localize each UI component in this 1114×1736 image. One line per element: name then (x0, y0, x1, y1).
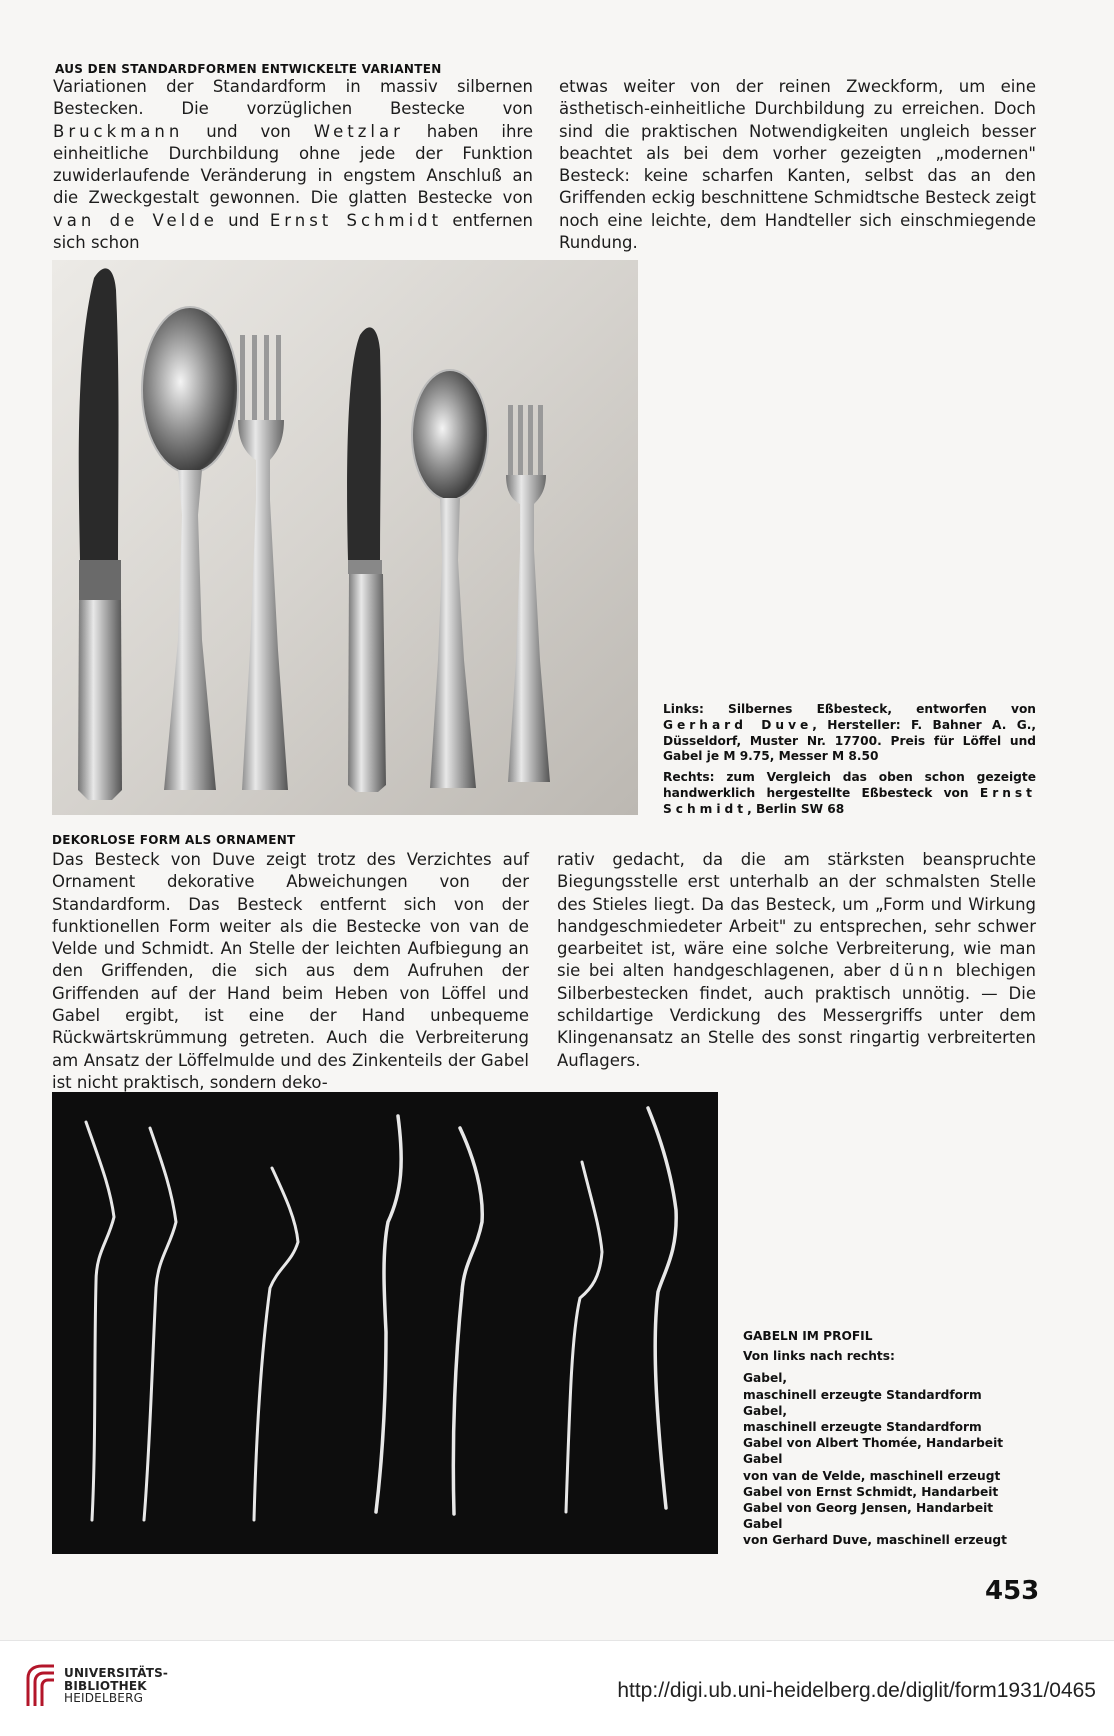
spaced-name: Ernst Schmidt (269, 210, 443, 230)
forks-caption-item: Gabel (743, 1517, 783, 1532)
footer-bar (0, 1640, 1114, 1736)
section2-left-column (52, 849, 529, 1094)
section1-left-column (53, 76, 533, 254)
forks-caption-item: von van de Velde, maschinell erzeugt (743, 1468, 1001, 1483)
section2-right-text: rativ gedacht, da die am stärksten beanspruchte Biegungsstelle erst unterhalb an der schmalsten Stelle des Stieles liegt. Da das Besteck, um „Form und Wirkung handgeschmiedeter Arbeit" zu entsprechen, sehr schwer gearbeitet ist, wäre eine solche Verbreiterung, wie man sie bei alten handgeschlagenen, aber dünn blechigen Silberbestecken findet, auch praktisch unnötig. — Die schildartige Verdickung des Messergriffs unter dem Klingenansatz an Stelle des sonst ringartig verbreiterten Auflagers. (557, 850, 1036, 1070)
photo-caption (663, 702, 1036, 818)
spaced-name: Ernst Schmidt (663, 785, 1036, 816)
schmidt-knife-bolster (348, 560, 382, 574)
library-name (64, 1667, 168, 1705)
schmidt-spoon-bowl (412, 370, 488, 500)
forks-caption-item: Gabel von Albert Thomée, Handarbeit (743, 1436, 1004, 1451)
spaced-name: Gerhard Duve (663, 717, 813, 732)
duve-knife-handle (78, 600, 122, 800)
forks-caption-item: von Gerhard Duve, maschinell erzeugt (743, 1533, 1007, 1548)
duve-spoon-bowl (142, 307, 238, 473)
spaced-name: Bruckmann (53, 121, 184, 141)
spaced-name: Wetzlar (313, 121, 404, 141)
forks-caption-item: Gabel von Georg Jensen, Handarbeit (743, 1501, 994, 1516)
section2-left-text: Das Besteck von Duve zeigt trotz des Verzichtes auf Ornament dekorative Abweichungen von der Standardform. Das Besteck entfernt sich von der funktionellen Form weiter als die Bestecke von van de Velde und Schmidt. An Stelle der leichten Aufbiegung an den Griffenden, die sich aus dem Aufruhen der Griffenden auf der Hand beim Heben von Löffel und Gabel ergibt, ist eine der Hand unbequeme Rückwärtskrümmung getreten. Auch die Verbreiterung am Ansatz der Löffelmulde und des Zinkenteils der Gabel ist nicht praktisch, sondern deko- (52, 850, 529, 1092)
forks-caption-item: maschinell erzeugte Standardform (743, 1387, 982, 1402)
section2-right-column (557, 849, 1036, 1072)
forks-caption-item: Gabel, (743, 1371, 788, 1386)
photo-caption-left: Links: Silbernes Eßbesteck, entworfen von Gerhard Duve, Hersteller: F. Bahner A. G., Düsseldorf, Muster Nr. 17700. Preis für Löffel und Gabel je M 9.75, Messer M 8.50 (663, 702, 1036, 764)
library-name-line: HEIDELBERG (64, 1691, 144, 1705)
spaced-name: van de Velde (53, 210, 218, 230)
spaced-name: dünn (889, 961, 948, 981)
cutlery-photo (52, 260, 638, 815)
page-number: 453 (985, 1576, 1040, 1606)
forks-caption-item: Gabel (743, 1452, 783, 1467)
forks-caption-subtitle: Von links nach rechts: (743, 1349, 895, 1364)
forks-caption-item: maschinell erzeugte Standardform (743, 1420, 982, 1435)
photo-caption-right: Rechts: zum Vergleich das oben schon gezeigte handwerklich hergestellte Eßbesteck von Ernst Schmidt, Berlin SW 68 (663, 770, 1036, 816)
section1-right-text: etwas weiter von der reinen Zweckform, um eine ästhetisch-einheitliche Durchbildung zu erreichen. Doch sind die praktischen Notwendigkeiten ungleich besser beachtet als bei dem vorher gezeigten „modernen" Besteck: keine scharfen Kanten, selbst das an den Griffenden eckig beschnittene Schmidtsche Besteck zeigt noch eine leichte, dem Handteller sich einschmiegende Rundung. (559, 77, 1036, 253)
forks-profile-photo (52, 1092, 718, 1554)
forks-caption (743, 1328, 1043, 1549)
library-logo-icon (24, 1664, 58, 1708)
source-url-link[interactable]: http://digi.ub.uni-heidelberg.de/diglit/form1931/0465 (617, 1679, 1096, 1702)
forks-caption-title: GABELN IM PROFIL (743, 1329, 873, 1343)
forks-profile-graphic (52, 1092, 718, 1554)
section1-right-column (559, 76, 1036, 254)
schmidt-knife-handle (348, 574, 386, 792)
forks-caption-item: Gabel, (743, 1403, 788, 1418)
section-heading-ornament: DEKORLOSE FORM ALS ORNAMENT (52, 833, 296, 847)
section-heading-variants: AUS DEN STANDARDFORMEN ENTWICKELTE VARIANTEN (55, 62, 442, 76)
library-name-line: BIBLIOTHEK (64, 1678, 147, 1693)
library-name-line: UNIVERSITÄTS- (64, 1666, 169, 1680)
forks-caption-item: Gabel von Ernst Schmidt, Handarbeit (743, 1484, 999, 1499)
cutlery-photo-graphic (52, 260, 638, 815)
duve-knife-bolster (79, 560, 121, 600)
section1-left-text: Variationen der Standardform in massiv silbernen Bestecken. Die vorzüglichen Bestecke von Bruckmann und von Wetzlar haben ihre einheitliche Durchbildung ohne jede der Funktion zuwiderlaufende Veränderung in engstem Anschluß an die Zweckgestalt gewonnen. Die glatten Bestecke von van de Velde und Ernst Schmidt entfernen sich schon (53, 77, 534, 253)
